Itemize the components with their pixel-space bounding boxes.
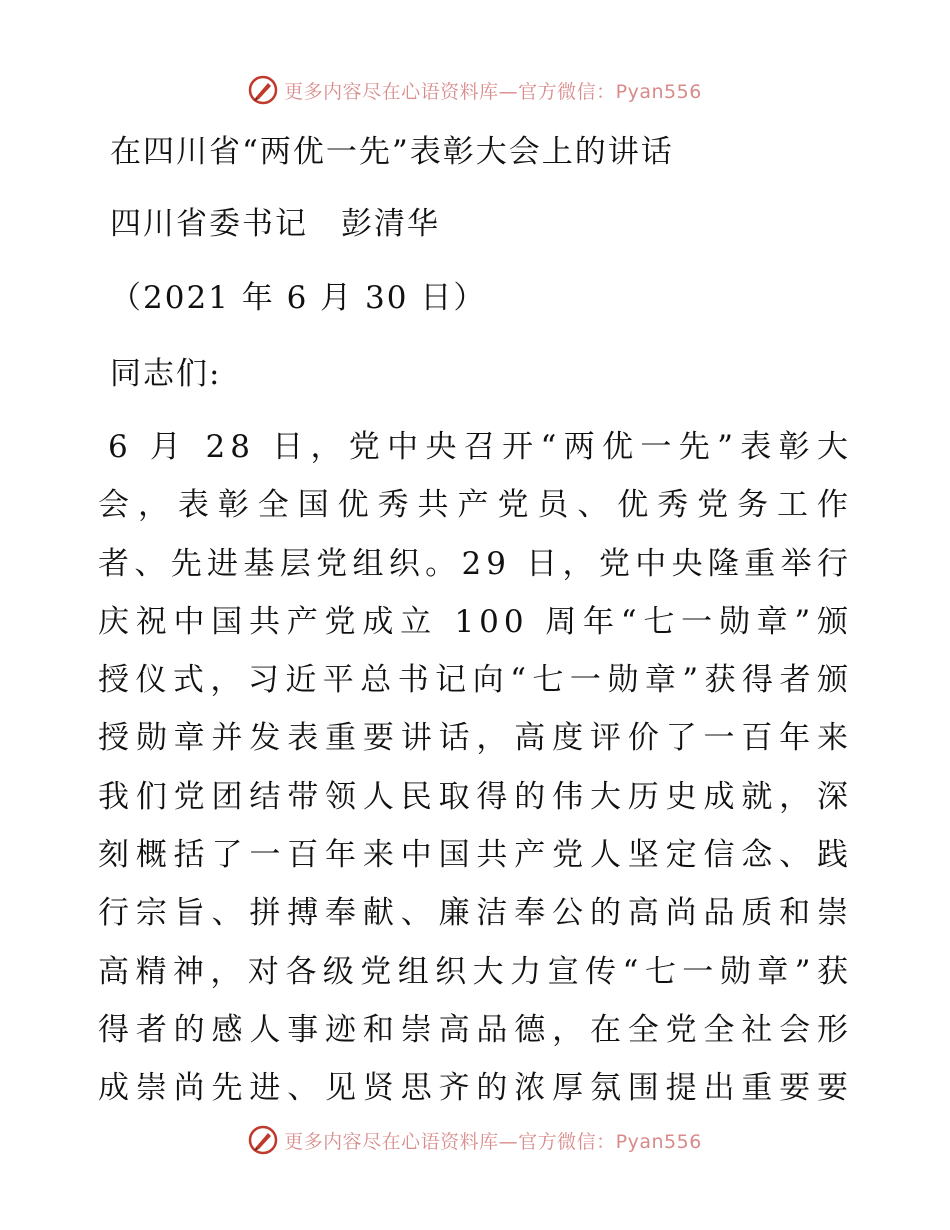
document-author: 四川省委书记 彭清华 [110,206,440,242]
document-salutation: 同志们: [110,356,222,392]
pen-logo-icon [248,1125,278,1155]
watermark-text: 更多内容尽在心语资料库—官方微信：Pyan556 [284,80,702,103]
watermark-footer [0,1120,950,1160]
document-body-paragraph: 6 月 28 日，党中央召开“两优一先”表彰大会，表彰全国优秀共产党员、优秀党务工作者、先进基层党组织。29 日，党中央隆重举行庆祝中国共产党成立 100 周年“七一勋章”颁授仪式，习近平总书记向“七一勋章”获得者颁授勋章并发表重要讲话，高度评价了一百年来我们党团结带领人民取得的伟大历史成就，深刻概括了一百年来中国共产党人坚定信念、践行宗旨、拼搏奉献、廉洁奉公的高尚品质和崇高精神，对各级党组织大力宣传“七一勋章”获得者的感人事迹和崇高品德，在全党全社会形成崇尚先进、见贤思齐的浓厚氛围提出重要要 [98,429,853,1107]
watermark-text: 更多内容尽在心语资料库—官方微信：Pyan556 [284,1130,702,1153]
document-title: 在四川省“两优一先”表彰大会上的讲话 [110,134,674,170]
pen-logo-icon [248,75,278,105]
document-date: （2021 年 6 月 30 日） [110,280,487,316]
watermark-header [0,70,950,110]
